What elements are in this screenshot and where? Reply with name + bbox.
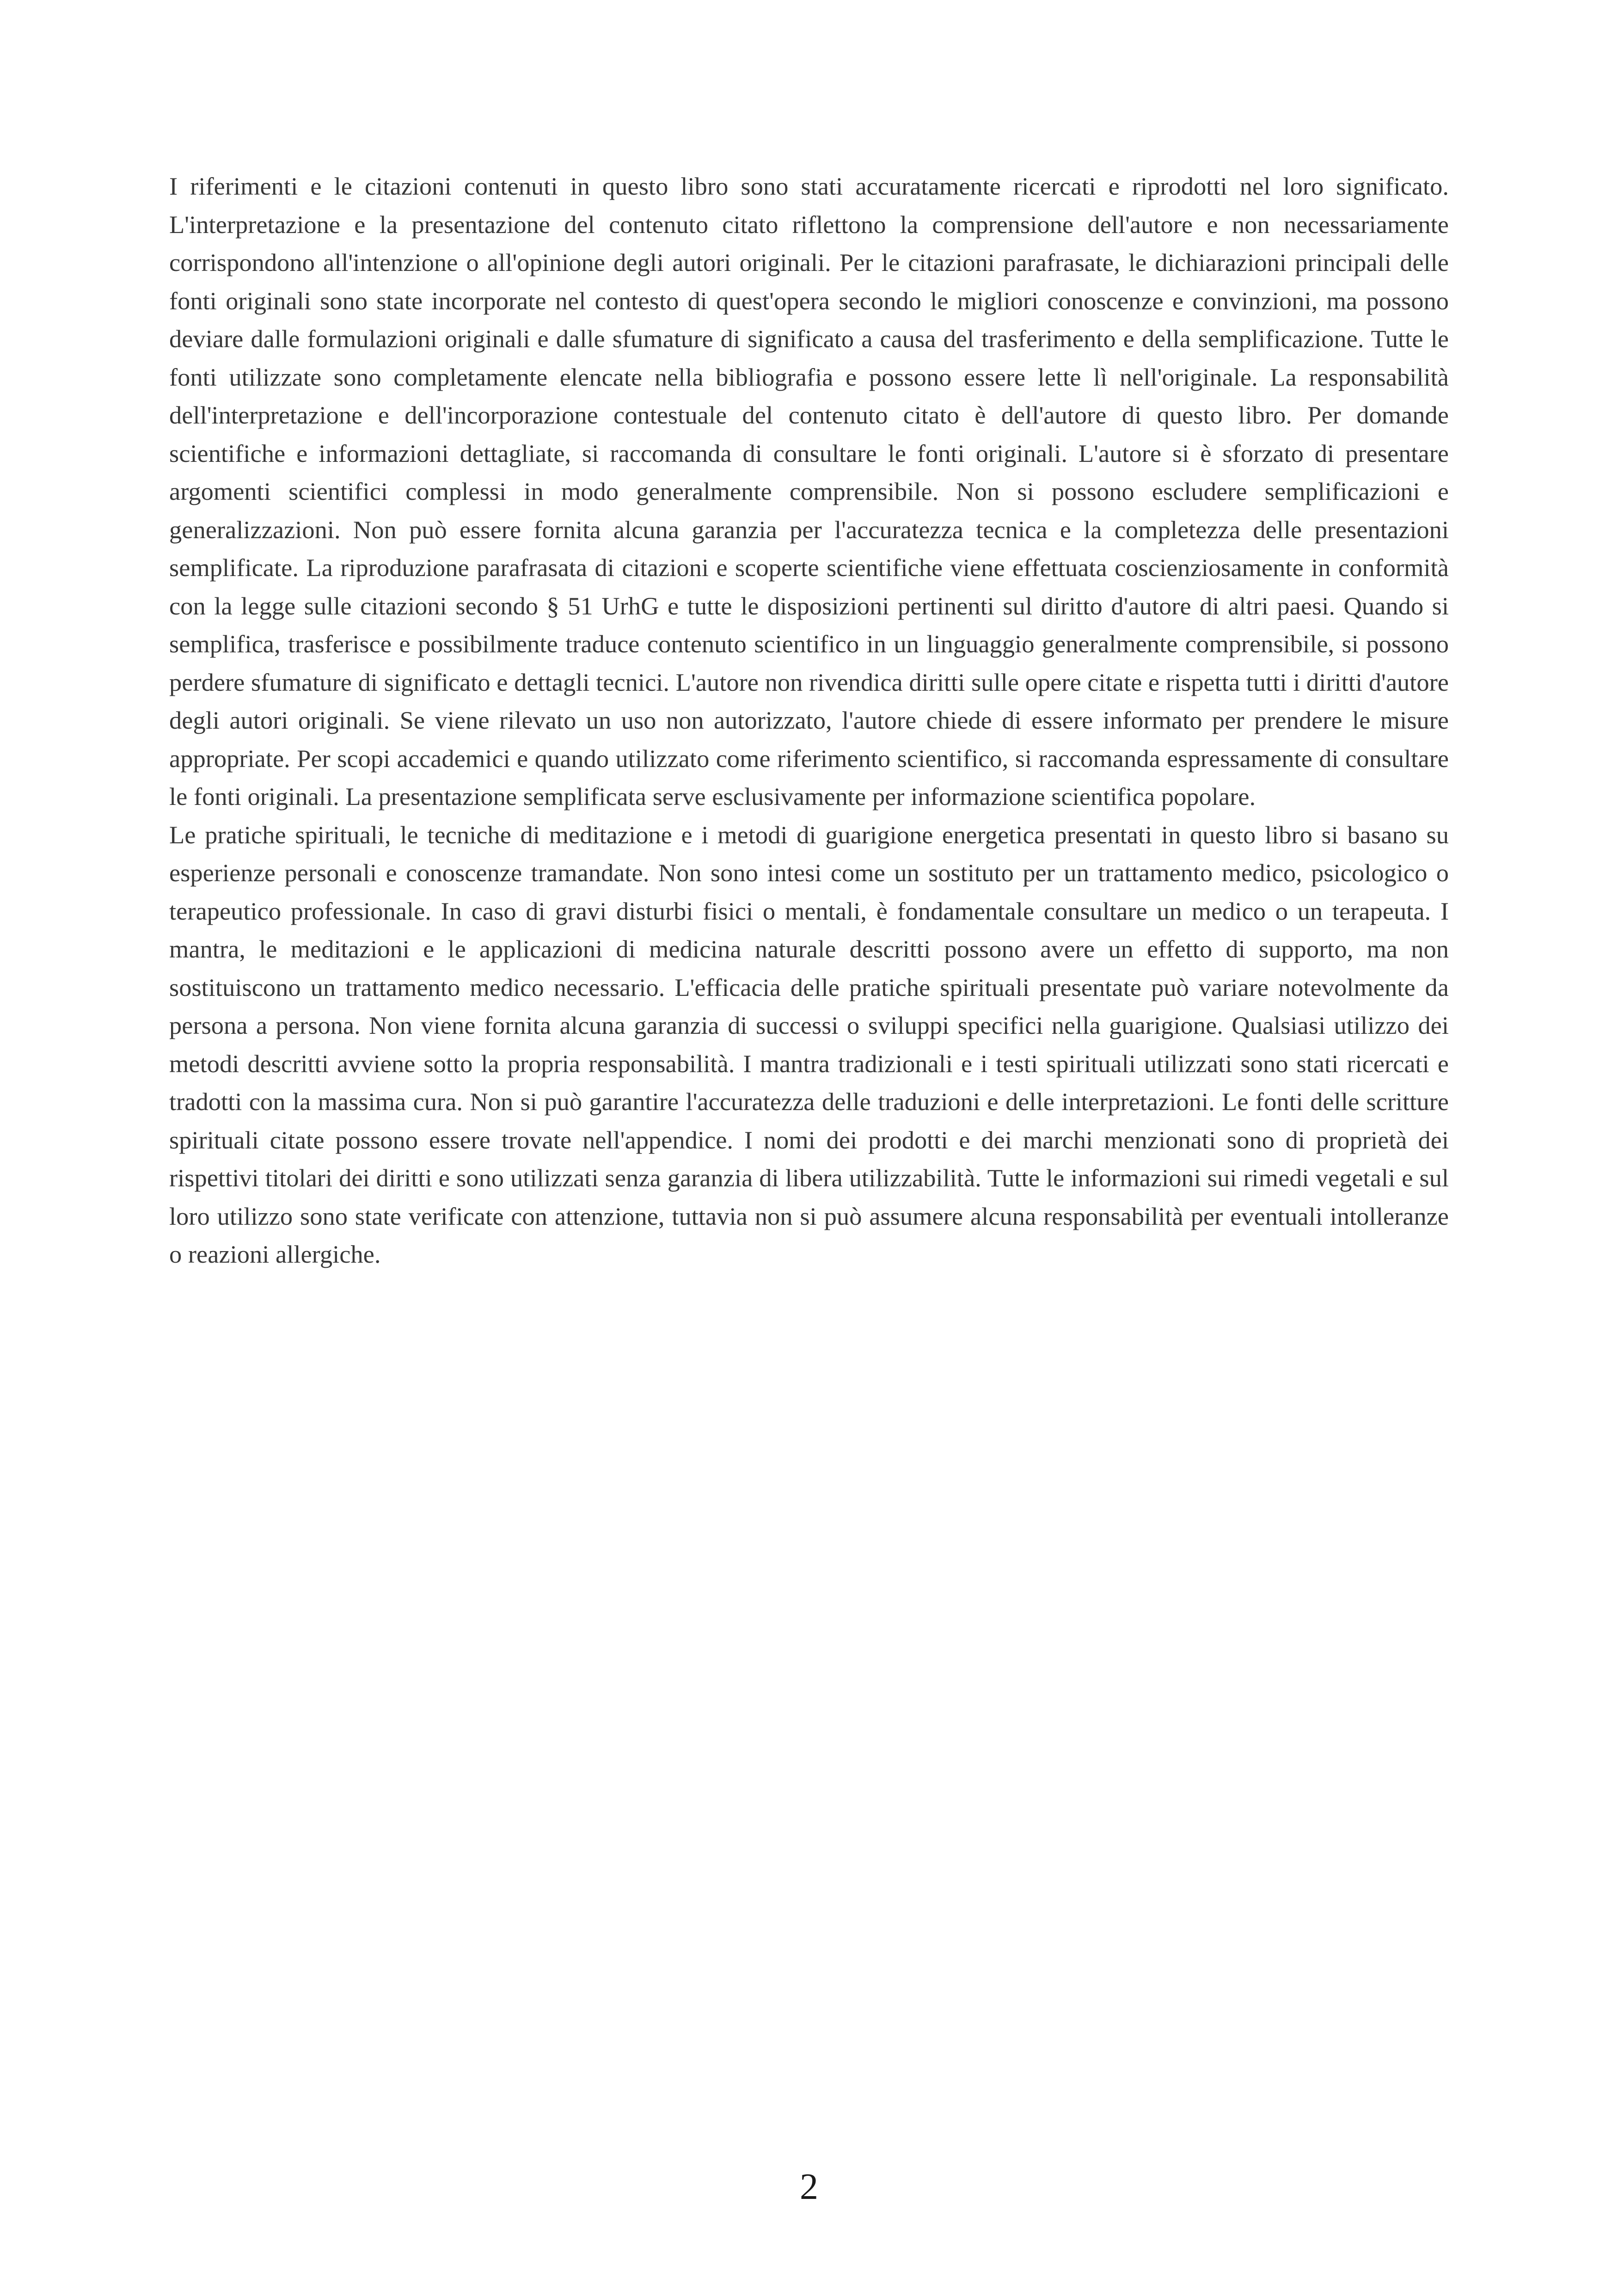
paragraph-spiritual-practices-disclaimer: Le pratiche spirituali, le tecniche di meditazione e i metodi di guarigione energetica presentati in questo libro si basano su esperienze personali e conoscenze tramandate. Non sono intesi come un sostituto per un trattamento medico, psicologico o terapeutico professionale. In caso di gravi disturbi fisici o mentali, è fondamentale consultare un medico o un terapeuta. I mantra, le meditazioni e le applicazioni di medicina naturale descritti possono avere un effetto di supporto, ma non sostituiscono un trattamento medico necessario. L'efficacia delle pratiche spirituali presentate può variare notevolmente da persona a persona. Non viene fornita alcuna garanzia di successi o sviluppi specifici nella guarigione. Qualsiasi utilizzo dei metodi descritti avviene sotto la propria responsabilità. I mantra tradizionali e i testi spirituali utilizzati sono stati ricercati e tradotti con la massima cura. Non si può garantire l'accuratezza delle traduzioni e delle interpretazioni. Le fonti delle scritture spirituali citate possono essere trovate nell'appendice. I nomi dei prodotti e dei marchi menzionati sono di proprietà dei rispettivi titolari dei diritti e sono utilizzati senza garanzia di libera utilizzabilità. Tutte le informazioni sui rimedi vegetali e sul loro utilizzo sono state verificate con attenzione, tuttavia non si può assumere alcuna responsabilità per eventuali intolleranze o reazioni allergiche. bbox=[169, 820, 1449, 1268]
disclaimer-text bbox=[169, 167, 1449, 1274]
paragraph-citations-disclaimer: I riferimenti e le citazioni contenuti in questo libro sono stati accuratamente ricercati e riprodotti nel loro significato. L'interpretazione e la presentazione del contenuto citato riflettono la comprensione dell'autore e non necessariamente corrispondono all'intenzione o all'opinione degli autori originali. Per le citazioni parafrasate, le dichiarazioni principali delle fonti originali sono state incorporate nel contesto di quest'opera secondo le migliori conoscenze e convinzioni, ma possono deviare dalle formulazioni originali e dalle sfumature di significato a causa del trasferimento e della semplificazione. Tutte le fonti utilizzate sono completamente elencate nella bibliografia e possono essere lette lì nell'originale. La responsabilità dell'interpretazione e dell'incorporazione contestuale del contenuto citato è dell'autore di questo libro. Per domande scientifiche e informazioni dettagliate, si raccomanda di consultare le fonti originali. L'autore si è sforzato di presentare argomenti scientifici complessi in modo generalmente comprensibile. Non si possono escludere semplificazioni e generalizzazioni. Non può essere fornita alcuna garanzia per l'accuratezza tecnica e la completezza delle presentazioni semplificate. La riproduzione parafrasata di citazioni e scoperte scientifiche viene effettuata coscienziosamente in conformità con la legge sulle citazioni secondo § 51 UrhG e tutte le disposizioni pertinenti sul diritto d'autore di altri paesi. Quando si semplifica, trasferisce e possibilmente traduce contenuto scientifico in un linguaggio generalmente comprensibile, si possono perdere sfumature di significato e dettagli tecnici. L'autore non rivendica diritti sulle opere citate e rispetta tutti i diritti d'autore degli autori originali. Se viene rilevato un uso non autorizzato, l'autore chiede di essere informato per prendere le misure appropriate. Per scopi accademici e quando utilizzato come riferimento scientifico, si raccomanda espressamente di consultare le fonti originali. La presentazione semplificata serve esclusivamente per informazione scientifica popolare. bbox=[169, 172, 1449, 810]
page-number: 2 bbox=[800, 2167, 818, 2207]
